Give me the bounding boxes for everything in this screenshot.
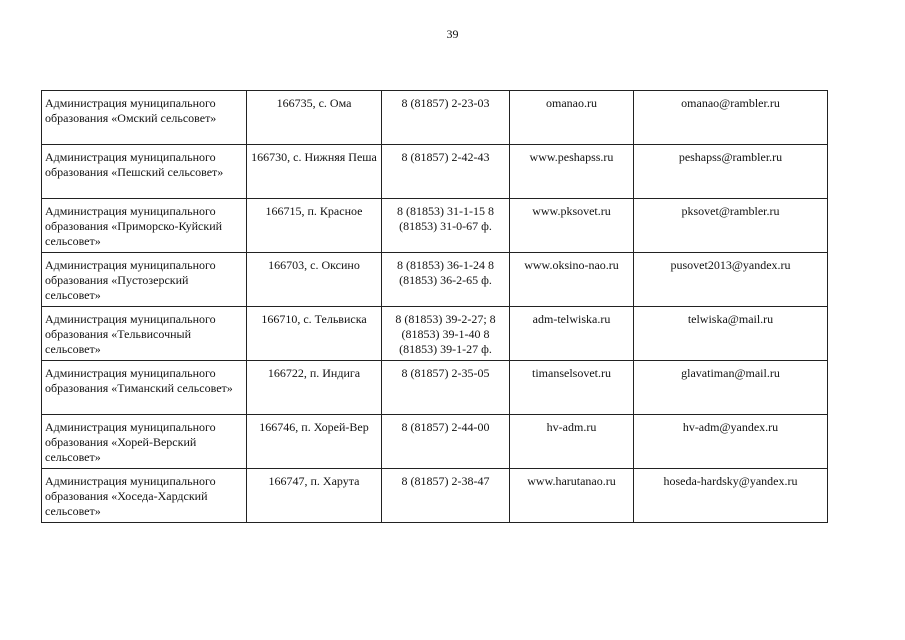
table-row [42,253,828,307]
address-cell: 166722, п. Индига [247,361,382,415]
website-cell: www.peshapss.ru [510,145,634,199]
phone-cell: 8 (81857) 2-42-43 [382,145,510,199]
phone-cell: 8 (81853) 31-1-15 8 (81853) 31-0-67 ф. [382,199,510,253]
website-cell: www.harutanao.ru [510,469,634,523]
table-row [42,415,828,469]
table-row [42,307,828,361]
org-name-cell: Администрация муниципального образования «Приморско-Куйский сельсовет» [42,199,247,253]
website-cell: adm-telwiska.ru [510,307,634,361]
phone-cell: 8 (81857) 2-23-03 [382,91,510,145]
org-name-cell: Администрация муниципального образования «Омский сельсовет» [42,91,247,145]
website-cell: omanao.ru [510,91,634,145]
org-name-cell: Администрация муниципального образования «Тиманский сельсовет» [42,361,247,415]
address-cell: 166715, п. Красное [247,199,382,253]
website-cell: timanselsovet.ru [510,361,634,415]
phone-cell: 8 (81853) 36-1-24 8 (81853) 36-2-65 ф. [382,253,510,307]
org-name-cell: Администрация муниципального образования «Пустозерский сельсовет» [42,253,247,307]
address-cell: 166730, с. Нижняя Пеша [247,145,382,199]
email-cell: omanao@rambler.ru [634,91,828,145]
website-cell: www.oksino-nao.ru [510,253,634,307]
email-cell: peshapss@rambler.ru [634,145,828,199]
website-cell: hv-adm.ru [510,415,634,469]
address-cell: 166710, с. Тельвиска [247,307,382,361]
phone-cell: 8 (81853) 39-2-27; 8 (81853) 39-1-40 8 (81853) 39-1-27 ф. [382,307,510,361]
email-cell: pksovet@rambler.ru [634,199,828,253]
phone-cell: 8 (81857) 2-38-47 [382,469,510,523]
address-cell: 166747, п. Харута [247,469,382,523]
email-cell: hoseda-hardsky@yandex.ru [634,469,828,523]
table-row [42,199,828,253]
table-row [42,469,828,523]
address-cell: 166735, с. Ома [247,91,382,145]
email-cell: hv-adm@yandex.ru [634,415,828,469]
org-name-cell: Администрация муниципального образования «Тельвисочный сельсовет» [42,307,247,361]
table-row [42,361,828,415]
email-cell: glavatiman@mail.ru [634,361,828,415]
address-cell: 166746, п. Хорей-Вер [247,415,382,469]
email-cell: pusovet2013@yandex.ru [634,253,828,307]
table-row [42,145,828,199]
table-row [42,91,828,145]
contacts-table [41,90,828,523]
website-cell: www.pksovet.ru [510,199,634,253]
page-number: 39 [446,27,459,41]
phone-cell: 8 (81857) 2-35-05 [382,361,510,415]
org-name-cell: Администрация муниципального образования «Хорей-Верский сельсовет» [42,415,247,469]
email-cell: telwiska@mail.ru [634,307,828,361]
org-name-cell: Администрация муниципального образования «Пешский сельсовет» [42,145,247,199]
address-cell: 166703, с. Оксино [247,253,382,307]
phone-cell: 8 (81857) 2-44-00 [382,415,510,469]
org-name-cell: Администрация муниципального образования «Хоседа-Хардский сельсовет» [42,469,247,523]
